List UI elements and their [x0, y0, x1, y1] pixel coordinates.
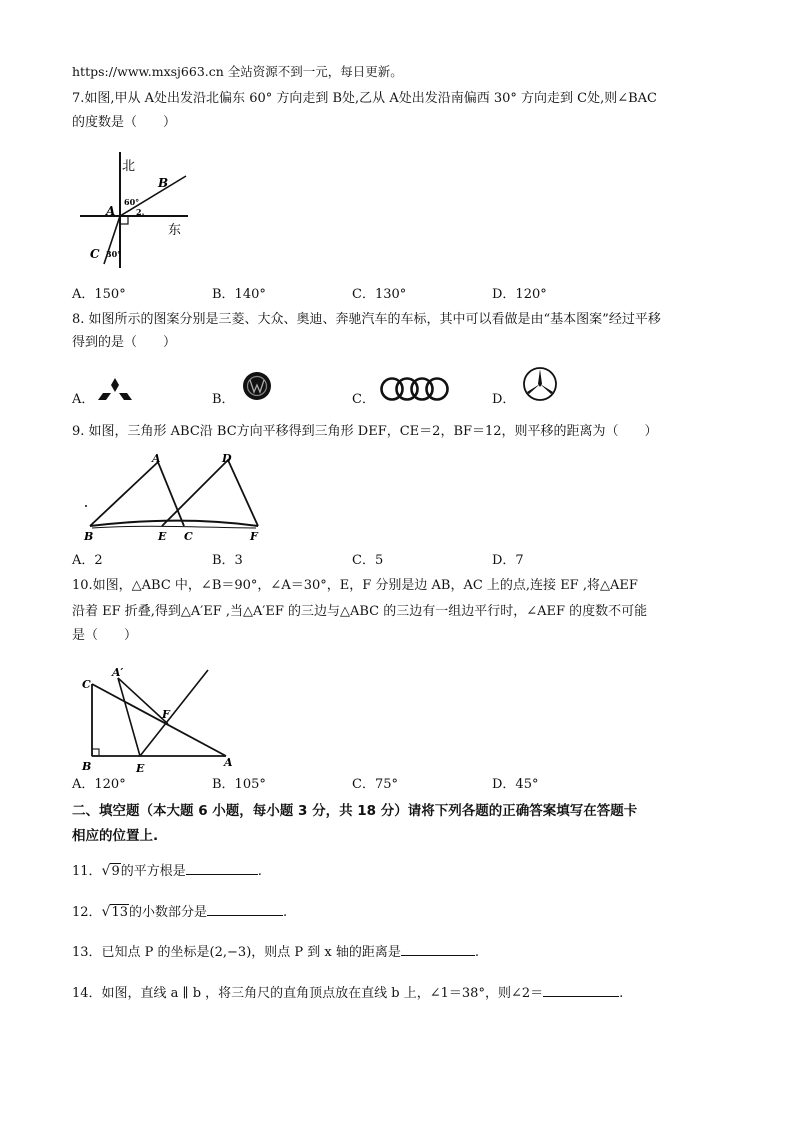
q11-radicand: 9	[111, 864, 120, 879]
q9-option-a: A．2	[72, 553, 103, 568]
q13-text: 13．已知点 P 的坐标是(2,−3)，则点 P 到 x 轴的距离是	[72, 945, 401, 960]
q7-option-d: D．120°	[492, 287, 547, 302]
q7-option-b: B．140°	[212, 287, 266, 302]
q12-radicand: 13	[111, 905, 129, 920]
point-c-label: C	[82, 678, 91, 691]
east-label: 东	[168, 223, 182, 238]
q13-answer-blank[interactable]	[401, 942, 475, 956]
point-e-label: E	[158, 530, 167, 543]
point-c-label: C	[90, 247, 100, 261]
q11-end: .	[257, 864, 262, 879]
radical-sign-icon: √	[101, 863, 111, 879]
q10-option-a: A．120°	[72, 777, 126, 792]
point-b-label: B	[158, 176, 169, 190]
point-b-label: B	[82, 760, 92, 773]
q7-stem-line1: 7.如图,甲从 A处出发沿北偏东 60° 方向走到 B处,乙从 A处出发沿南偏西 30° 方向走到 C处,则∠BAC	[72, 91, 658, 106]
point-e-label: E	[136, 762, 145, 774]
q13-stem	[72, 942, 479, 962]
q9-option-b: B．3	[212, 553, 243, 568]
triangle-def	[162, 460, 258, 526]
line-bf	[90, 521, 258, 526]
q11-answer-blank[interactable]	[186, 861, 258, 875]
q13-end: .	[474, 945, 480, 960]
mitsubishi-logo-icon	[98, 377, 132, 405]
angle-60-label: 60°	[124, 197, 140, 207]
page-header: https://www.mxsj663.cn 全站资源不到一元，每日更新。	[72, 64, 403, 79]
q14-text: 14．如图，直线 a ∥ b ，将三角尺的直角顶点放在直线 b 上，∠1＝38°，则∠2＝	[72, 986, 544, 1001]
q9-figure	[80, 448, 270, 544]
ray-ab	[120, 176, 186, 216]
q10-figure	[80, 664, 240, 774]
q14-stem	[72, 983, 623, 1003]
q8-option-a: A．	[72, 392, 95, 407]
segment-ca	[92, 684, 226, 756]
q7-stem-line2: 的度数是（ ）	[72, 115, 177, 130]
q14-end: .	[619, 986, 624, 1001]
q10-option-c: C．75°	[352, 777, 398, 792]
q12-text: 的小数部分是	[129, 905, 208, 920]
radical-sign-icon: √	[101, 904, 111, 920]
line-ef	[140, 670, 208, 756]
q14-answer-blank[interactable]	[543, 983, 619, 997]
mercedes-logo-icon	[522, 366, 558, 402]
section2-heading-line1: 二、填空题（本大题 6 小题，每小题 3 分，共 18 分）请将下列各题的正确答案填写在答题卡	[72, 803, 638, 819]
point-a-label: A	[106, 204, 116, 218]
q7-figure	[74, 148, 194, 270]
line-bf-shadow	[92, 526, 256, 528]
triangle-abc	[90, 462, 184, 526]
q10-stem-line2: 沿着 EF 折叠,得到△A′EF ,当△A′EF 的三边与△ABC 的三边有一组边平行时，∠AEF 的度数不可能	[72, 604, 648, 619]
q9-option-c: C．5	[352, 553, 384, 568]
point-f-label: F	[250, 530, 258, 543]
angle-30-label: 30°	[106, 249, 122, 259]
point-c-label: C	[184, 530, 193, 543]
q10-option-d: D．45°	[492, 777, 539, 792]
q10-stem-line1: 10.如图，△ABC 中，∠B＝90°，∠A＝30°，E，F 分别是边 AB，AC 上的点,连接 EF ,将△AEF	[72, 578, 638, 593]
q8-stem-line2: 得到的是（ ）	[72, 335, 177, 350]
q10-option-b: B．105°	[212, 777, 266, 792]
point-d-label: D	[222, 452, 232, 465]
point-f-label: F	[162, 708, 170, 721]
speck-mark	[85, 505, 87, 507]
point-a-label: A	[224, 756, 233, 769]
q12-stem	[72, 902, 287, 922]
q7-option-a: A．150°	[72, 287, 126, 302]
q8-stem-line1: 8. 如图所示的图案分别是三菱、大众、奥迪、奔驰汽车的车标，其中可以看做是由“基本图案”经过平移	[72, 312, 661, 327]
section2-heading-line2: 相应的位置上.	[72, 828, 159, 844]
q9-option-d: D．7	[492, 553, 524, 568]
point-a-prime-label: A′	[112, 666, 124, 679]
q12-number: 12．	[72, 905, 102, 920]
q9-stem-line1: 9. 如图，三角形 ABC沿 BC方向平移得到三角形 DEF，CE＝2，BF＝12，则平移的距离为（ ）	[72, 424, 658, 439]
q11-text: 的平方根是	[120, 864, 186, 879]
q11-stem	[72, 861, 262, 881]
q10-stem-line3: 是（ ）	[72, 628, 138, 643]
right-angle-mark	[92, 749, 99, 756]
segment-a2e	[118, 678, 140, 756]
q12-end: .	[283, 905, 288, 920]
q8-option-c: C．	[352, 392, 375, 407]
right-angle-mark	[120, 216, 128, 224]
point-b-label: B	[84, 530, 94, 543]
point-a-label: A	[152, 452, 161, 465]
q12-answer-blank[interactable]	[207, 902, 283, 916]
north-label: 北	[122, 159, 136, 174]
q8-option-b: B．	[212, 392, 235, 407]
volkswagen-logo-icon	[241, 370, 273, 402]
angle-x-label: 2.	[136, 207, 145, 217]
q8-option-d: D．	[492, 392, 516, 407]
audi-logo-icon	[379, 374, 451, 404]
q11-number: 11．	[72, 864, 102, 879]
q7-option-c: C．130°	[352, 287, 407, 302]
